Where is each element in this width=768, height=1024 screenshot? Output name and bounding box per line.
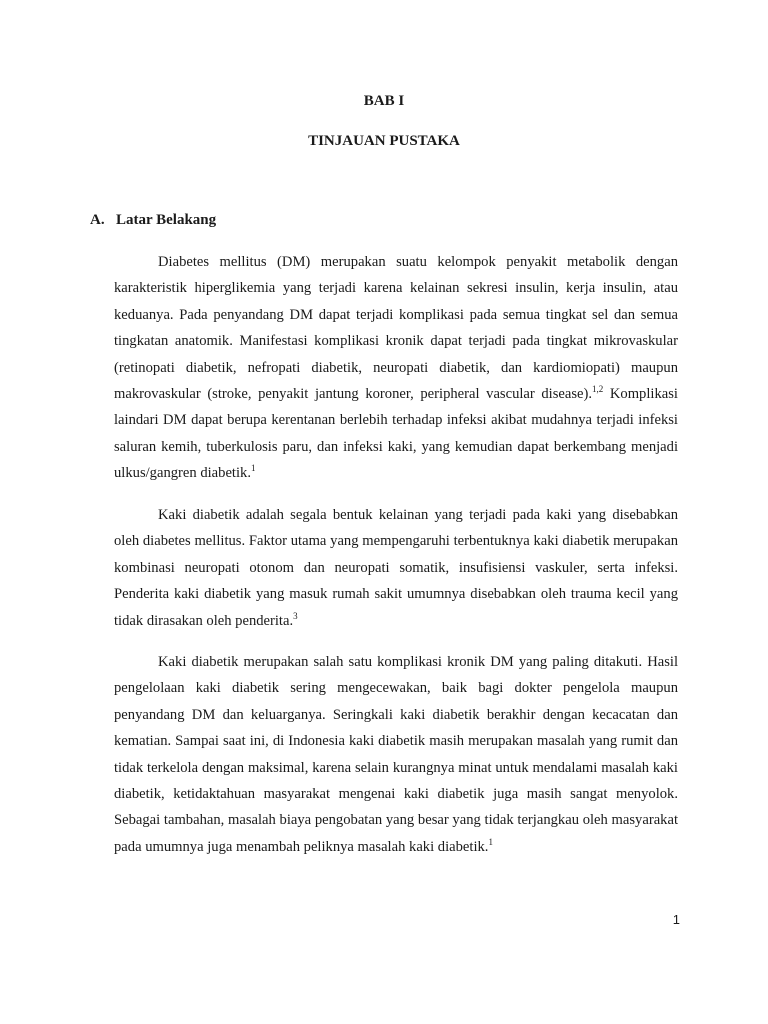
paragraph xyxy=(114,502,678,634)
paragraph-text: Diabetes mellitus (DM) merupakan suatu kelompok penyakit metabolik dengan karakteristik hiperglikemia yang terjadi karena kelainan sekresi insulin, kerja insulin, atau keduanya. Pada penyandang DM dapat terjadi komplikasi pada semua tingkat sel dan semua tingkatan anatomik. Manifestasi komplikasi kronik dapat terjadi pada tingkat mikrovaskular (retinopati diabetik, nefropati diabetik, neuropati diabetik, dan kardiomiopati) maupun makrovaskular (stroke, penyakit jantung koroner, peripheral vascular disease). xyxy=(114,254,678,403)
paragraph xyxy=(114,649,678,860)
paragraph-text: Komplikasi laindari DM dapat berupa kerentanan berlebih terhadap infeksi akibat mudahnya terjadi infeksi saluran kemih, tuberkulosis paru, dan infeksi kaki, yang kemudian dapat berkembang menjadi ulkus/gangren diabetik. xyxy=(114,386,678,482)
chapter-number: BAB I xyxy=(363,93,405,109)
citation-superscript: 1,2 xyxy=(592,384,604,395)
citation-superscript: 1 xyxy=(251,463,256,474)
citation-superscript: 3 xyxy=(293,610,298,621)
chapter-title: TINJAUAN PUSTAKA xyxy=(308,133,460,149)
paragraph xyxy=(114,249,678,487)
section-letter: A. xyxy=(90,212,105,228)
section-heading xyxy=(90,212,216,229)
paragraph-text: Kaki diabetik adalah segala bentuk kelainan yang terjadi pada kaki yang disebabkan oleh diabetes mellitus. Faktor utama yang mempengaruhi terbentuknya kaki diabetik merupakan kombinasi neuropati otonom dan neuropati somatik, insufisiensi vaskuler, serta infeksi. Penderita kaki diabetik yang masuk rumah sakit umumnya disebabkan oleh trauma kecil yang tidak dirasakan oleh penderita. xyxy=(114,507,678,629)
citation-superscript: 1 xyxy=(488,836,493,847)
page-number: 1 xyxy=(672,912,680,927)
paragraph-text: Kaki diabetik merupakan salah satu komplikasi kronik DM yang paling ditakuti. Hasil pengelolaan kaki diabetik sering mengecewakan, baik bagi dokter pengelola maupun penyandang DM dan keluarganya. Seringkali kaki diabetik berakhir dengan kecacatan dan kematian. Sampai saat ini, di Indonesia kaki diabetik masih merupakan masalah yang rumit dan tidak terkelola dengan maksimal, karena selain kurangnya minat untuk mendalami masalah kaki diabetik, ketidaktahuan masyarakat mengenai kaki diabetik juga masih sangat menyolok. Sebagai tambahan, masalah biaya pengobatan yang besar yang tidak terjangkau oleh masyarakat pada umumnya juga menambah peliknya masalah kaki diabetik. xyxy=(114,654,678,855)
section-title: Latar Belakang xyxy=(116,212,217,228)
